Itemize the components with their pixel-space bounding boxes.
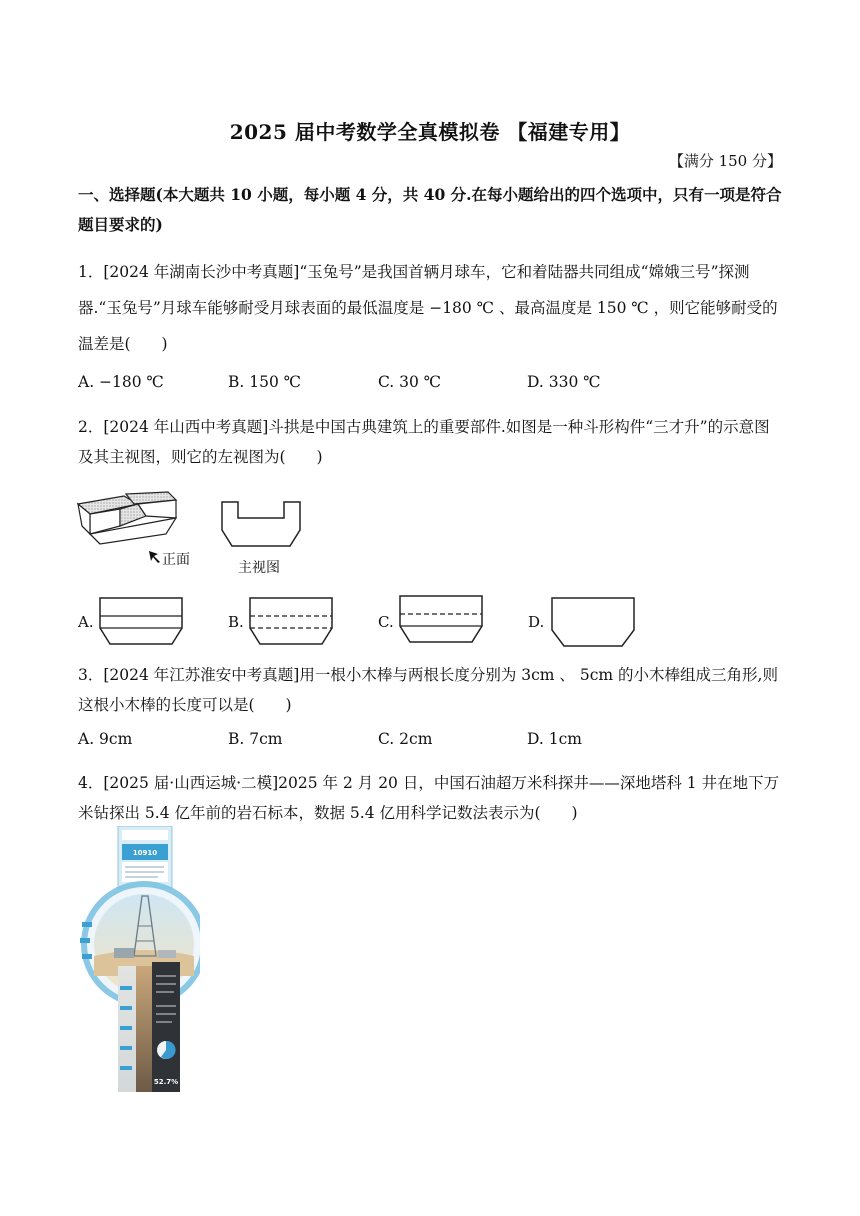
q2-option-c-figure[interactable] [398,594,484,644]
question-4-text: 4．[2025 届·山西运城·二模]2025 年 2 月 20 日，中国石油超万米科探井——深地塔科 1 井在地下万米钻探出 5.4 亿年前的岩石标本，数据 5.4 亿用科学记数法表示为( ) [78,774,780,822]
q1-option-c[interactable]: C. 30 ℃ [378,373,442,391]
question-2-text: 2．[2024 年山西中考真题]斗拱是中国古典建筑上的重要部件.如图是一种斗形构件“三才升”的示意图及其主视图，则它的左视图为( ) [78,418,770,466]
q3-option-c[interactable]: C. 2cm [378,730,433,748]
q2-option-c[interactable]: C. [378,613,394,631]
question-3-text: 3．[2024 年江苏淮安中考真题]用一根小木棒与两根长度分别为 3cm 、 5cm 的小木棒组成三角形,则这根小木棒的长度可以是( ) [78,666,778,714]
q2-option-d-figure[interactable] [550,596,636,648]
front-label: 正面 [162,552,190,568]
question-1-options [78,373,784,397]
q2-option-d[interactable]: D. [528,613,545,631]
q1-option-b[interactable]: B. 150 ℃ [228,373,302,391]
q3-option-a[interactable]: A. 9cm [78,730,133,748]
infographic-percent: 52.7% [153,1078,179,1086]
main-view-figure [220,500,302,550]
q2-option-a[interactable]: A. [78,613,94,631]
q1-option-d[interactable]: D. 330 ℃ [527,373,601,391]
q3-option-b[interactable]: B. 7cm [228,730,283,748]
arrow-icon [148,550,162,564]
q2-option-a-figure[interactable] [98,596,184,646]
page-title: 2025 届中考数学全真模拟卷 【福建专用】 [229,120,631,144]
question-3-options [78,730,784,754]
q1-option-a[interactable]: A. −180 ℃ [78,373,164,391]
drilling-well-infographic [78,826,200,1092]
q2-option-b[interactable]: B. [228,613,244,631]
q2-option-b-figure[interactable] [248,596,334,646]
question-1-text: 1．[2024 年湖南长沙中考真题]“玉兔号”是我国首辆月球车，它和着陆器共同组成“嫦娥三号”探测器.“玉兔号”月球车能够耐受月球表面的最低温度是 −180 ℃ 、最高温度是 150 ℃ ，则它能够耐受的温差是( ) [78,263,778,353]
infographic-depth-number: 10910 [132,849,158,857]
q3-option-d[interactable]: D. 1cm [527,730,582,748]
full-score-label: 【满分 150 分】 [668,152,782,170]
section-heading: 一、选择题(本大题共 10 小题，每小题 4 分，共 40 分.在每小题给出的四个选项中，只有一项是符合题目要求的) [78,185,782,234]
main-view-label: 主视图 [238,560,280,576]
